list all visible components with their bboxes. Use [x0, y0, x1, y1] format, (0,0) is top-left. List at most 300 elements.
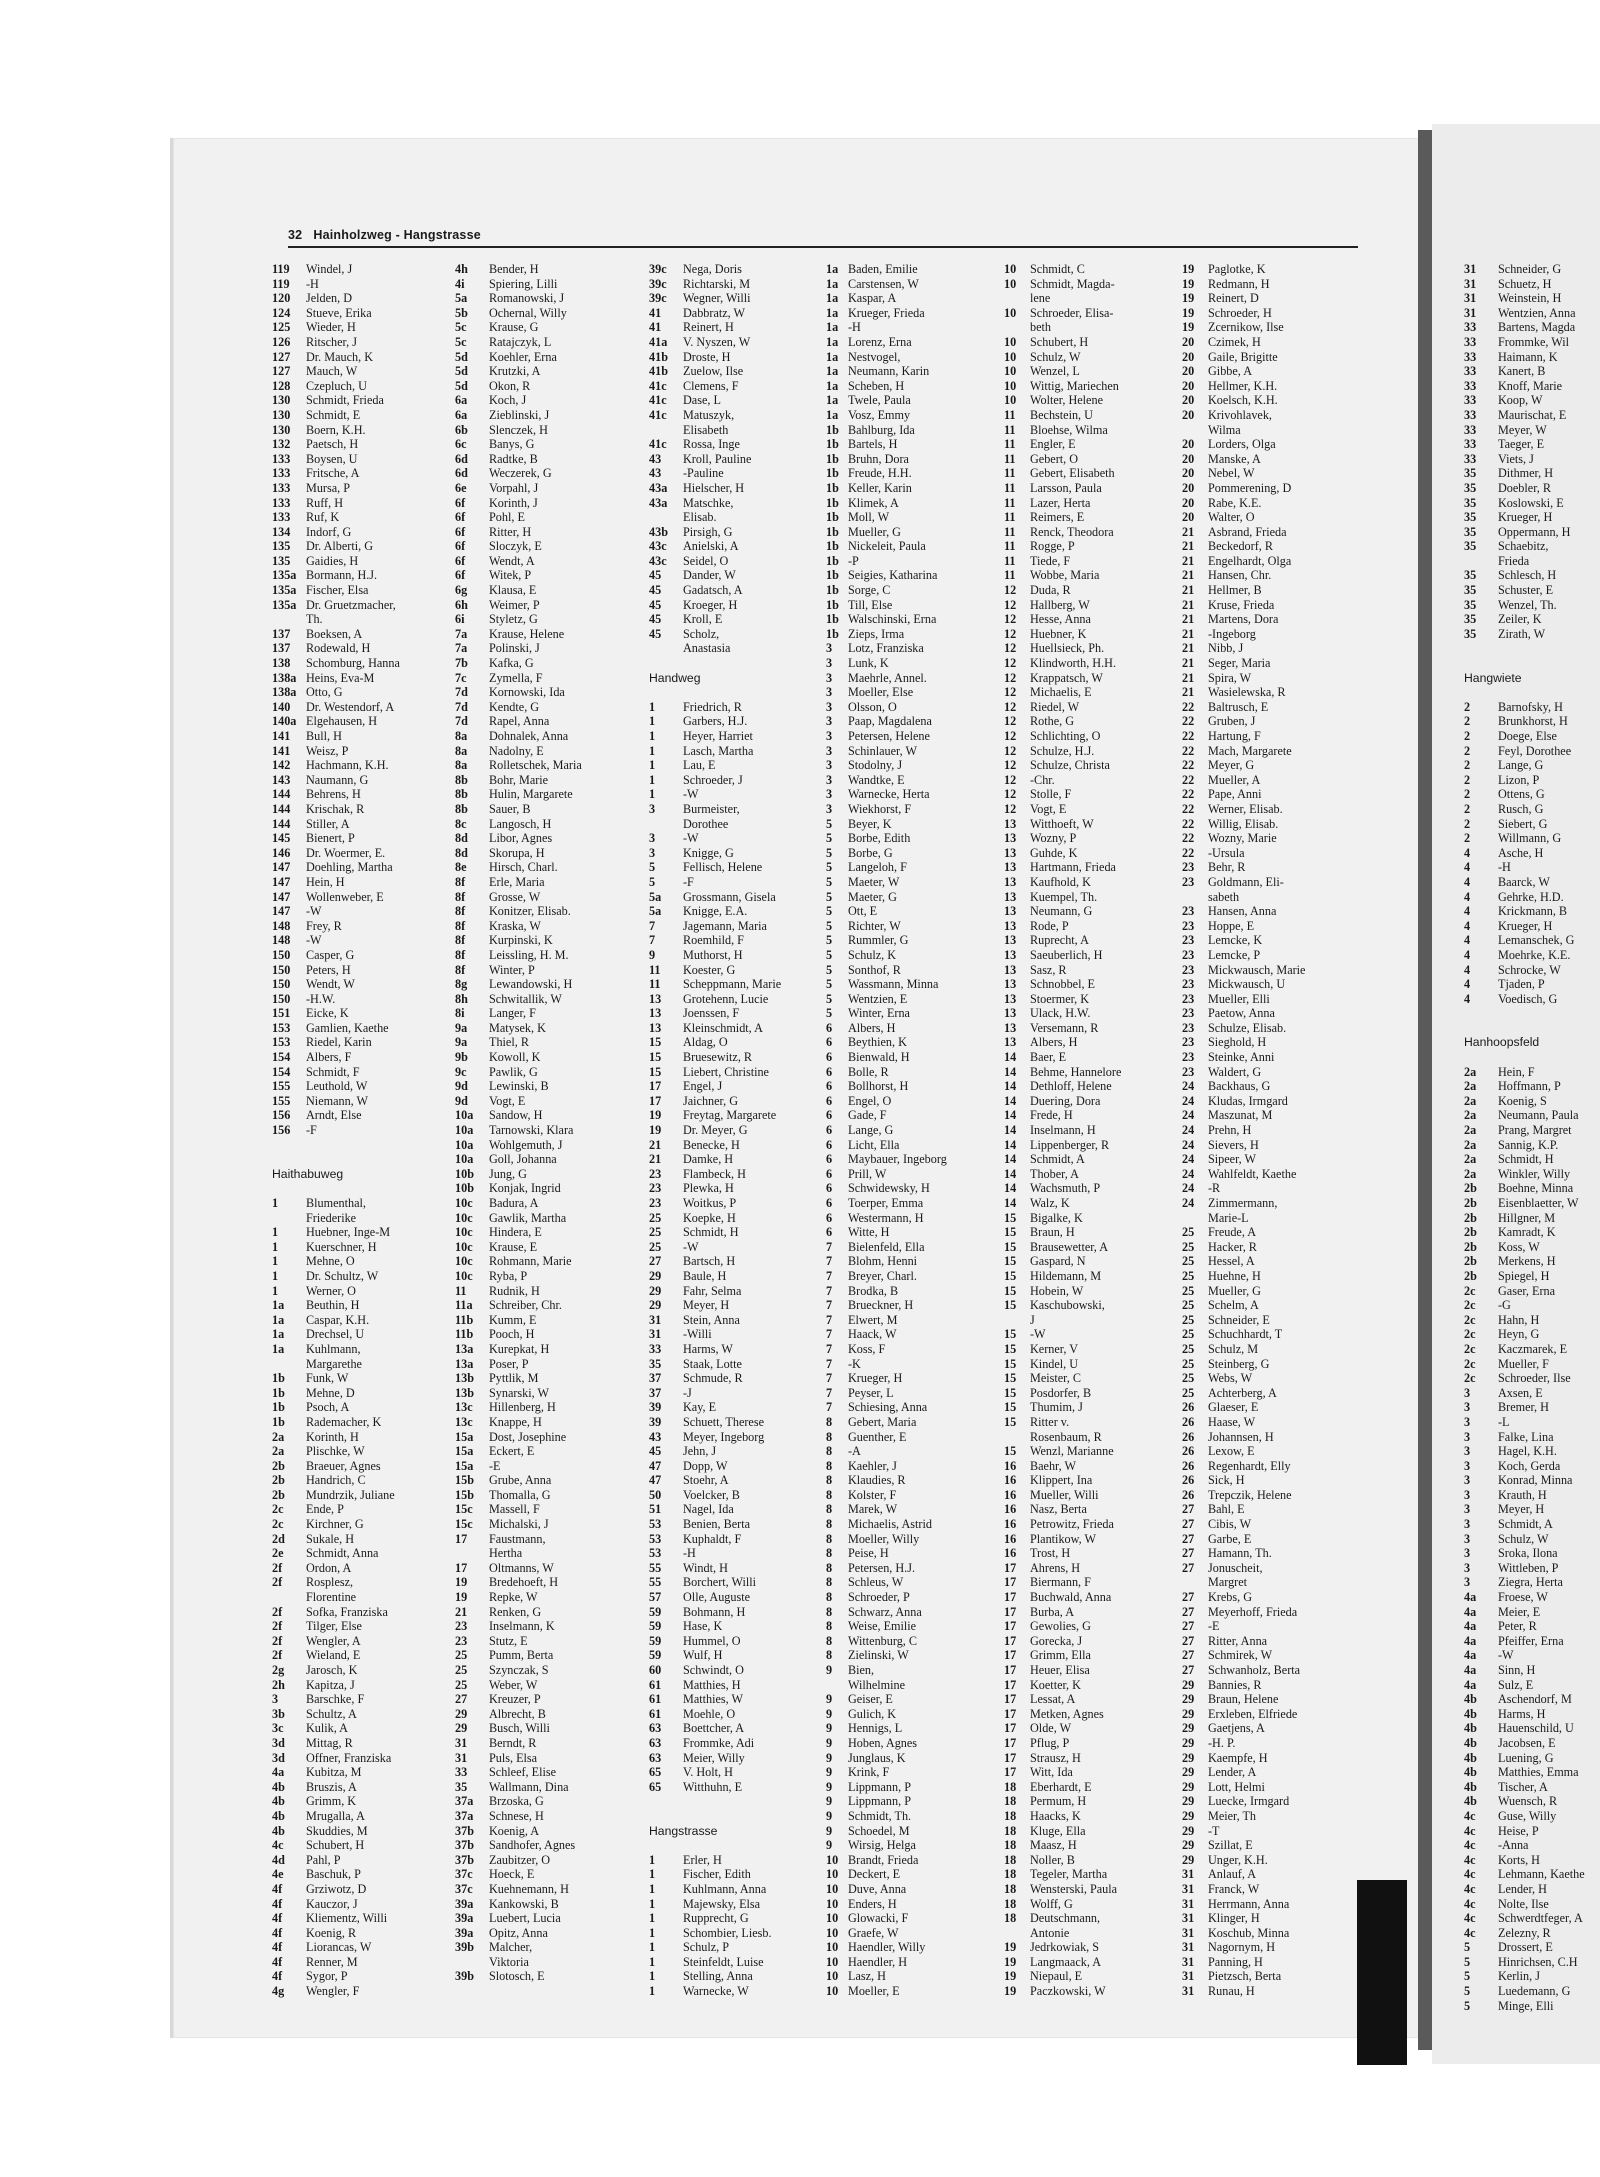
resident-name: -E: [489, 1458, 501, 1473]
house-number: 5: [649, 860, 656, 875]
resident-entry: [826, 306, 1004, 321]
resident-entry: [1464, 1196, 1600, 1211]
resident-entry: [455, 1065, 647, 1080]
resident-entry: [455, 306, 647, 321]
resident-name: Freytag, Margarete: [683, 1108, 777, 1123]
house-number: 4: [1464, 904, 1471, 919]
house-number: 31: [1182, 1867, 1195, 1882]
resident-entry: [649, 714, 825, 729]
house-number: 9a: [455, 1035, 468, 1050]
house-number: 29: [649, 1283, 662, 1298]
resident-entry: [826, 671, 1004, 686]
resident-entry: [272, 408, 458, 423]
resident-name: Nibb, J: [1208, 641, 1244, 656]
house-number: 15: [1004, 1371, 1017, 1386]
house-number: 7b: [455, 656, 468, 671]
resident-entry: [1182, 262, 1358, 277]
resident-entry: [826, 1357, 1004, 1372]
house-number: 19: [1004, 1969, 1017, 1984]
house-number: [649, 641, 683, 656]
resident-name: Boysen, U: [306, 451, 358, 466]
house-number: 15: [1004, 1327, 1017, 1342]
house-number: 4c: [1464, 1808, 1476, 1823]
resident-entry: [826, 714, 1004, 729]
resident-name: -Ingeborg: [1208, 626, 1256, 641]
resident-name: Bigalke, K: [1030, 1210, 1083, 1225]
resident-entry: [826, 904, 1004, 919]
house-number: 33: [1464, 437, 1477, 452]
house-number: 4b: [1464, 1779, 1477, 1794]
resident-entry: [1182, 1707, 1358, 1722]
resident-entry: [1004, 1488, 1182, 1503]
house-number: 26: [1182, 1487, 1195, 1502]
resident-name: Hahn, H: [1498, 1312, 1540, 1327]
resident-entry: [1464, 306, 1600, 321]
house-number: 4a: [1464, 1677, 1477, 1692]
house-number: 55: [649, 1560, 662, 1575]
house-number: 8a: [455, 729, 468, 743]
resident-name: Hessel, A: [1208, 1254, 1255, 1269]
resident-entry: [455, 277, 647, 292]
resident-name: Borbe, G: [848, 845, 893, 860]
house-number: 2a: [1464, 1137, 1477, 1152]
resident-entry: [1004, 1619, 1182, 1634]
resident-entry: [455, 1473, 647, 1488]
house-number: 3: [826, 758, 833, 773]
resident-entry: [1182, 1313, 1358, 1328]
resident-entry: [455, 568, 647, 583]
house-number: 45: [649, 1444, 662, 1459]
resident-entry: [455, 408, 647, 423]
resident-entry: [1004, 1765, 1182, 1780]
resident-entry: [272, 817, 458, 832]
resident-entry: [1464, 1138, 1600, 1153]
resident-name: Woitkus, P: [683, 1196, 737, 1210]
house-number: 7: [826, 1327, 833, 1342]
house-number: 27: [1182, 1604, 1195, 1619]
resident-entry: [1464, 496, 1600, 511]
resident-name: Sloczyk, E: [489, 539, 542, 554]
house-number: 23: [1182, 933, 1195, 948]
house-number: 29: [1182, 1735, 1195, 1750]
house-number: 39b: [455, 1969, 474, 1984]
resident-entry: [455, 773, 647, 788]
resident-name: Kauczor, J: [306, 1896, 358, 1911]
resident-name: Slenczek, H: [489, 422, 548, 437]
resident-entry: [455, 1838, 647, 1853]
house-number: 2f: [272, 1604, 283, 1619]
resident-entry: [272, 1824, 458, 1839]
resident-name: Matysek, K: [489, 1020, 546, 1035]
resident-name: Breyer, Charl.: [848, 1268, 917, 1283]
house-number: 7: [826, 1385, 833, 1400]
house-number: 1: [649, 758, 656, 773]
house-number: 9: [826, 1692, 833, 1707]
resident-name: Wuensch, R: [1498, 1794, 1558, 1809]
resident-entry: [1464, 1838, 1600, 1853]
house-number: 1b: [826, 422, 839, 437]
house-number: 2: [1464, 772, 1471, 787]
resident-entry: [455, 802, 647, 817]
house-number: 22: [1182, 758, 1195, 773]
house-number: 2: [1464, 699, 1471, 714]
house-number: 6: [826, 1108, 833, 1123]
resident-name: Arndt, Else: [306, 1108, 362, 1123]
resident-entry: [455, 466, 647, 481]
house-number: 1b: [826, 568, 839, 583]
resident-name: Wahlfeldt, Kaethe: [1208, 1166, 1297, 1181]
house-number: 29: [1182, 1838, 1195, 1853]
house-number: 20: [1182, 407, 1195, 422]
resident-name: Grziwotz, D: [306, 1881, 367, 1896]
house-number: 15: [1004, 1356, 1017, 1371]
resident-entry: [455, 612, 647, 627]
spacer: [1464, 656, 1600, 671]
resident-entry: [826, 1634, 1004, 1649]
resident-entry: [826, 1532, 1004, 1547]
resident-entry: [1004, 1532, 1182, 1547]
resident-entry: [1004, 656, 1182, 671]
resident-entry: [1004, 1692, 1182, 1707]
resident-entry: [826, 1269, 1004, 1284]
resident-entry: [826, 1050, 1004, 1065]
house-number: 146: [272, 845, 291, 860]
resident-entry: [1464, 933, 1600, 948]
resident-entry: [1464, 1079, 1600, 1094]
binder-clip-shadow: [1357, 1880, 1407, 2065]
resident-entry: [1464, 1415, 1600, 1430]
house-number: 1b: [826, 480, 839, 495]
resident-entry: [826, 277, 1004, 292]
resident-entry: [455, 1867, 647, 1882]
house-number: 37a: [455, 1808, 474, 1823]
house-number: 147: [272, 904, 291, 919]
resident-name: Michaelis, E: [1030, 685, 1092, 700]
resident-name: Bechstein, U: [1030, 407, 1093, 422]
house-number: 4b: [272, 1823, 285, 1838]
house-number: 31: [1182, 1896, 1195, 1911]
house-number: 13: [1004, 918, 1017, 933]
resident-entry: [1004, 1181, 1182, 1196]
resident-entry: [649, 1473, 825, 1488]
resident-entry: [649, 627, 825, 642]
house-number: 135a: [272, 583, 297, 598]
resident-name: Martens, Dora: [1208, 612, 1279, 627]
resident-entry: [649, 1269, 825, 1284]
resident-name: Pooch, H: [489, 1327, 535, 1342]
resident-name: Konitzer, Elisab.: [489, 904, 571, 919]
resident-entry: [272, 1430, 458, 1445]
resident-entry: [272, 1488, 458, 1503]
column-4: [826, 262, 1004, 1999]
resident-entry: [826, 685, 1004, 700]
resident-entry: [1004, 1021, 1182, 1036]
resident-entry: [1004, 496, 1182, 511]
resident-entry: [272, 1605, 458, 1620]
resident-entry: [826, 1181, 1004, 1196]
resident-entry: [1464, 992, 1600, 1007]
house-number: 27: [1182, 1531, 1195, 1546]
resident-name: Drechsel, U: [306, 1327, 365, 1342]
resident-name: Meyer, H: [683, 1298, 730, 1313]
resident-name: Petersen, H.J.: [848, 1560, 916, 1575]
house-number: 13: [1004, 962, 1017, 977]
resident-name: -W: [683, 831, 699, 846]
resident-name: Benien, Berta: [683, 1517, 751, 1532]
resident-name: Hobein, W: [1030, 1283, 1084, 1298]
resident-name: Schwidewsky, H: [848, 1181, 930, 1196]
house-number: 9: [649, 947, 656, 962]
resident-name: Lexow, E: [1208, 1444, 1255, 1459]
resident-entry: [1004, 1575, 1182, 1590]
resident-name: Paetow, Anna: [1208, 1006, 1275, 1021]
house-number: 1: [272, 1239, 279, 1254]
resident-name: Mittag, R: [306, 1735, 353, 1750]
resident-entry: [1182, 817, 1358, 832]
resident-name: Rupprecht, G: [683, 1911, 749, 1926]
resident-entry: [826, 860, 1004, 875]
house-number: 55: [649, 1575, 662, 1590]
resident-entry: [272, 1867, 458, 1882]
house-number: 15: [1004, 1268, 1017, 1283]
house-number: 20: [1182, 378, 1195, 393]
resident-entry: [455, 977, 647, 992]
resident-entry: [826, 1955, 1004, 1970]
resident-name: Zuelow, Ilse: [683, 364, 744, 379]
house-number: 1a: [826, 320, 839, 335]
resident-entry: [455, 262, 647, 277]
house-number: 35: [649, 1356, 662, 1371]
house-number: 6: [826, 1166, 833, 1181]
house-number: 39c: [649, 276, 667, 291]
resident-entry: [272, 977, 458, 992]
resident-name: Schuster, E: [1498, 583, 1554, 598]
resident-entry: [1464, 350, 1600, 365]
resident-entry: [1182, 758, 1358, 773]
resident-name: Funk, W: [306, 1371, 349, 1386]
house-number: 15: [1004, 1385, 1017, 1400]
resident-name: Kroll, Pauline: [683, 451, 752, 466]
house-number: 24: [1182, 1079, 1195, 1094]
house-number: 29: [455, 1706, 468, 1721]
resident-entry: [272, 1386, 458, 1401]
resident-name: Moll, W: [848, 510, 890, 525]
house-number: 10: [826, 1852, 839, 1867]
resident-entry: [826, 1736, 1004, 1751]
house-number: 23: [649, 1196, 662, 1210]
spacer: [649, 685, 825, 700]
resident-name: Lewandowski, H: [489, 977, 573, 992]
resident-entry: [1004, 1152, 1182, 1167]
page-number: 32: [288, 228, 303, 242]
resident-name: Kurpinski, K: [489, 933, 553, 948]
resident-name: Doehling, Martha: [306, 860, 393, 875]
resident-entry: [826, 1648, 1004, 1663]
resident-entry: [455, 729, 647, 744]
resident-name: Slotosch, E: [489, 1969, 545, 1984]
house-number: 1: [272, 1268, 279, 1283]
house-number: 17: [1004, 1633, 1017, 1648]
resident-name: Fischer, Elsa: [306, 583, 369, 598]
resident-entry: [455, 787, 647, 802]
resident-entry: [272, 1269, 458, 1284]
resident-entry: [1464, 919, 1600, 934]
house-number: 21: [1182, 641, 1195, 656]
resident-name: Warnecke, W: [683, 1984, 749, 1999]
resident-entry: [649, 1663, 825, 1678]
resident-name: Seger, Maria: [1208, 656, 1271, 671]
resident-entry: [649, 437, 825, 452]
resident-entry: [649, 1298, 825, 1313]
house-number: 5: [1464, 1954, 1471, 1969]
resident-entry: [1004, 1065, 1182, 1080]
resident-entry: [272, 1736, 458, 1751]
house-number: 9: [826, 1794, 833, 1809]
house-number: 7c: [455, 670, 467, 685]
house-number: 35: [1464, 626, 1477, 641]
house-number: 17: [1004, 1750, 1017, 1765]
house-number: 3: [1464, 1546, 1471, 1561]
house-number: 2b: [1464, 1181, 1477, 1196]
resident-name: Waldert, G: [1208, 1064, 1262, 1079]
resident-name: Mundrzik, Juliane: [306, 1487, 395, 1502]
resident-entry: [272, 1838, 458, 1853]
resident-name: Lau, E: [683, 758, 716, 773]
resident-name: Eicke, K: [306, 1006, 349, 1021]
house-number: [1004, 320, 1030, 335]
resident-entry: [826, 1824, 1004, 1839]
resident-name: Margret: [1208, 1575, 1248, 1590]
resident-name: Brzoska, G: [489, 1794, 544, 1809]
resident-name: Hoben, Agnes: [848, 1735, 918, 1750]
resident-entry: [1182, 1678, 1358, 1693]
resident-entry: [649, 641, 825, 656]
resident-name: Koslowski, E: [1498, 495, 1564, 510]
header-rule: [288, 246, 1358, 248]
house-number: 2c: [1464, 1341, 1476, 1356]
resident-entry: [1182, 1955, 1358, 1970]
resident-name: Dorothee: [683, 816, 729, 831]
resident-name: Friederike: [306, 1210, 357, 1225]
house-number: 153: [272, 1020, 291, 1035]
house-number: 2h: [272, 1677, 285, 1692]
resident-name: Zcernikow, Ilse: [1208, 320, 1284, 335]
house-number: 1b: [826, 583, 839, 598]
house-number: 12: [1004, 787, 1017, 802]
resident-entry: [272, 948, 458, 963]
resident-entry: [272, 1021, 458, 1036]
resident-name: Kraska, W: [489, 918, 541, 933]
house-number: 25: [1182, 1356, 1195, 1371]
house-number: 12: [1004, 626, 1017, 641]
house-number: 4b: [272, 1779, 285, 1794]
resident-name: Maszunat, M: [1208, 1108, 1273, 1123]
resident-entry: [1004, 1794, 1182, 1809]
house-number: 6f: [455, 524, 466, 539]
resident-entry: [455, 1225, 647, 1240]
house-number: 4: [1464, 874, 1471, 889]
resident-name: Koenig, S: [1498, 1093, 1547, 1108]
house-number: 19: [1004, 1954, 1017, 1969]
resident-entry: [826, 1911, 1004, 1926]
resident-entry: [455, 1794, 647, 1809]
house-number: 5: [826, 977, 833, 992]
resident-name: Pape, Anni: [1208, 787, 1262, 802]
house-number: 35: [1464, 495, 1477, 510]
house-number: 25: [1182, 1371, 1195, 1386]
resident-entry: [1004, 320, 1182, 335]
resident-entry: [1004, 350, 1182, 365]
house-number: 25: [1182, 1327, 1195, 1342]
resident-name: Falke, Lina: [1498, 1429, 1554, 1444]
resident-name: -Willi: [683, 1327, 712, 1342]
house-number: 4f: [272, 1969, 283, 1984]
resident-name: Dopp, W: [683, 1458, 728, 1473]
resident-name: Ochernal, Willy: [489, 305, 567, 320]
house-number: 18: [1004, 1779, 1017, 1794]
resident-name: Kuhlmann,: [306, 1341, 361, 1356]
resident-entry: [826, 408, 1004, 423]
resident-entry: [826, 1108, 1004, 1123]
house-number: 26: [1182, 1400, 1195, 1415]
house-number: 7: [826, 1268, 833, 1283]
resident-entry: [1182, 787, 1358, 802]
resident-entry: [272, 1284, 458, 1299]
resident-name: Seidel, O: [683, 553, 729, 568]
resident-entry: [272, 1532, 458, 1547]
house-number: 3: [1464, 1502, 1471, 1517]
resident-entry: [1464, 1911, 1600, 1926]
resident-name: Zieps, Irma: [848, 626, 905, 641]
resident-name: Nagel, Ida: [683, 1502, 734, 1517]
resident-name: Tarnowski, Klara: [489, 1123, 574, 1138]
house-number: 25: [1182, 1225, 1195, 1240]
resident-name: Hein, H: [306, 874, 345, 889]
resident-name: Maurischat, E: [1498, 407, 1567, 422]
street-heading: Hangwiete: [1464, 670, 1522, 685]
resident-name: Peise, H: [848, 1546, 889, 1561]
resident-entry: [826, 1751, 1004, 1766]
resident-entry: [272, 1926, 458, 1941]
house-number: 9b: [455, 1050, 468, 1065]
resident-name: Albers, H: [1030, 1035, 1078, 1050]
resident-name: Kowoll, K: [489, 1050, 541, 1065]
resident-name: Elgehausen, H: [306, 714, 378, 729]
resident-entry: [826, 1605, 1004, 1620]
house-number: 1a: [826, 393, 839, 408]
house-number: 21: [1182, 597, 1195, 612]
house-number: 4c: [1464, 1925, 1476, 1940]
house-number: 17: [649, 1079, 662, 1094]
resident-entry: [1464, 1605, 1600, 1620]
house-number: 23: [649, 1166, 662, 1181]
resident-name: -E: [1208, 1619, 1220, 1634]
house-number: 27: [1182, 1619, 1195, 1634]
house-number: 1: [649, 1969, 656, 1984]
resident-name: Brunkhorst, H: [1498, 714, 1568, 729]
resident-entry: [1464, 1284, 1600, 1299]
house-number: 3: [826, 729, 833, 743]
resident-entry: [272, 1663, 458, 1678]
resident-entry: [1004, 1721, 1182, 1736]
resident-name: Brandt, Frieda: [848, 1852, 919, 1867]
resident-name: Beckedorf, R: [1208, 539, 1273, 554]
resident-name: Moeller, Else: [848, 685, 914, 700]
resident-entry: [649, 1138, 825, 1153]
resident-entry: [826, 1430, 1004, 1445]
house-number: 4b: [1464, 1794, 1477, 1809]
house-number: 2f: [272, 1648, 283, 1663]
